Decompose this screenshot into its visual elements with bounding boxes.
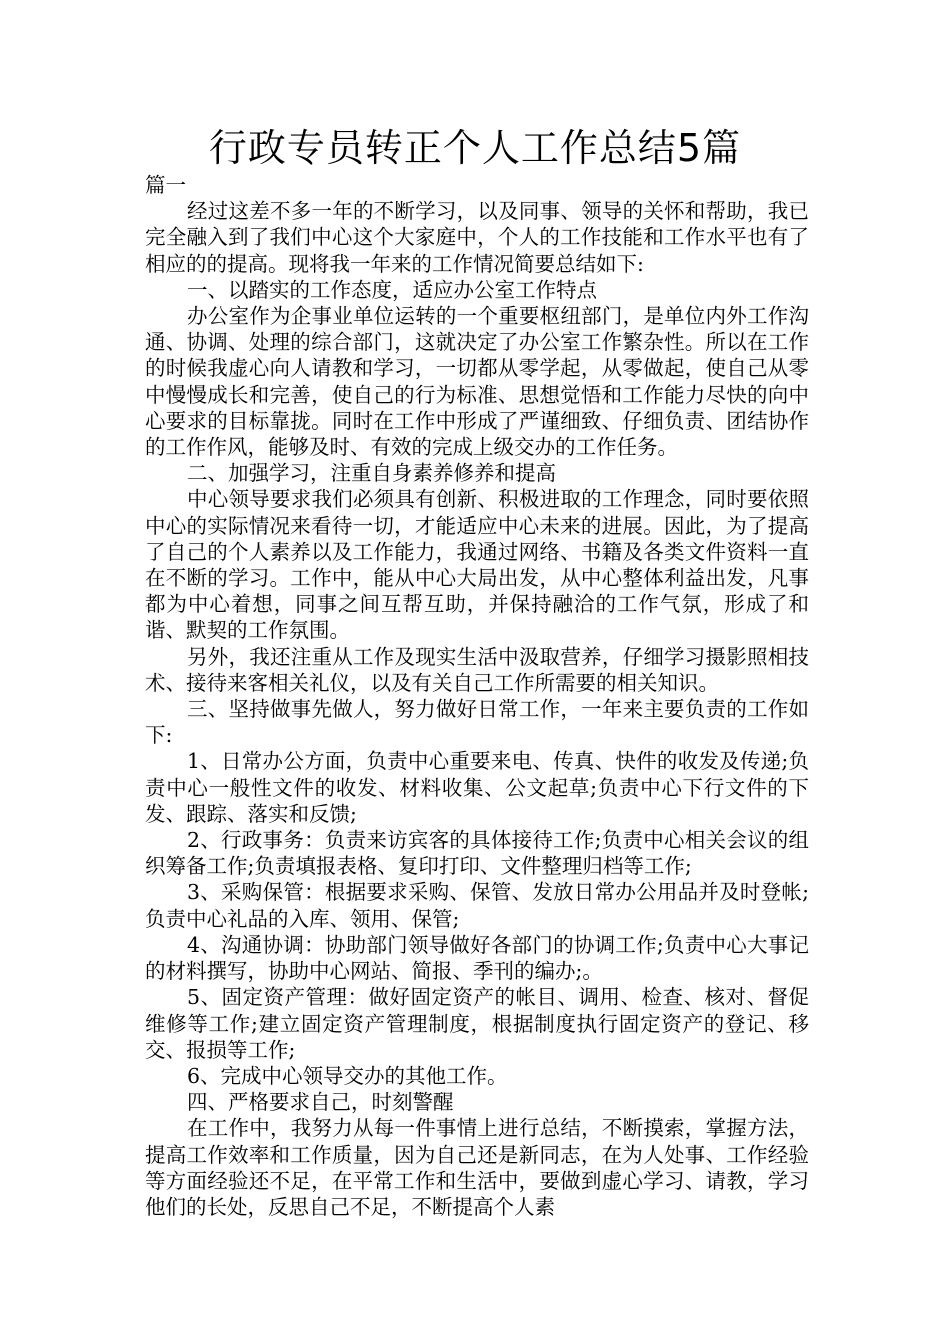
list-item-3: 3、采购保管：根据要求采购、保管、发放日常办公用品并及时登帐;负责中心礼品的入库、领用、保管;: [145, 880, 809, 931]
heading-section-1: 一、以踏实的工作态度，适应办公室工作特点: [187, 277, 598, 302]
document-body: [145, 172, 809, 1220]
paragraph-section-4: 在工作中，我努力从每一件事情上进行总结，不断摸索，掌握方法，提高工作效率和工作质量，因为自己还是新同志，在为人处事、工作经验等方面经验还不足，在平常工作和生活中，要做到虚心学习、请教，学习他们的长处，反思自己不足，不断提高个人素: [145, 1116, 809, 1219]
list-item-2: 2、行政事务：负责来访宾客的具体接待工作;负责中心相关会议的组织筹备工作;负责填报表格、复印打印、文件整理归档等工作;: [145, 828, 809, 879]
list-item-6: 6、完成中心领导交办的其他工作。: [187, 1063, 508, 1088]
paragraph-section-2: 中心领导要求我们必须具有创新、积极进取的工作理念，同时要依照中心的实际情况来看待一切，才能适应中心未来的进展。因此，为了提高了自己的个人素养以及工作能力，我通过网络、书籍及各类文件资料一直在不断的学习。工作中，能从中心大局出发，从中心整体利益出发，凡事都为中心着想，同事之间互帮互助，并保持融洽的工作气氛，形成了和谐、默契的工作氛围。: [145, 487, 809, 643]
list-item-5: 5、固定资产管理：做好固定资产的帐目、调用、检查、核对、督促维修等工作;建立固定资产管理制度，根据制度执行固定资产的登记、移交、报损等工作;: [145, 985, 809, 1062]
heading-section-3: 三、坚持做事先做人，努力做好日常工作，一年来主要负责的工作如下:: [145, 697, 809, 748]
paragraph-intro: 经过这差不多一年的不断学习，以及同事、领导的关怀和帮助，我已完全融入到了我们中心这个大家庭中，个人的工作技能和工作水平也有了相应的的提高。现将我一年来的工作情况简要总结如下:: [145, 199, 809, 276]
paragraph-section-1: 办公室作为企事业单位运转的一个重要枢纽部门，是单位内外工作沟通、协调、处理的综合部门，这就决定了办公室工作繁杂性。所以在工作的时候我虚心向人请教和学习，一切都从零学起，从零做起，使自己从零中慢慢成长和完善，使自己的行为标准、思想觉悟和工作能力尽快的向中心要求的目标靠拢。同时在工作中形成了严谨细致、仔细负责、团结协作的工作作风，能够及时、有效的完成上级交办的工作任务。: [145, 304, 809, 460]
heading-section-2: 二、加强学习，注重自身素养修养和提高: [187, 461, 557, 486]
heading-section-4: 四、严格要求自己，时刻警醒: [187, 1090, 454, 1115]
list-item-1: 1、日常办公方面，负责中心重要来电、传真、快件的收发及传递;负责中心一般性文件的收发、材料收集、公文起草;负责中心下行文件的下发、跟踪、落实和反馈;: [145, 749, 809, 826]
document-title: 行政专员转正个人工作总结5篇: [208, 126, 742, 170]
paragraph-section-2-extra: 另外，我还注重从工作及现实生活中汲取营养，仔细学习摄影照相技术、接待来客相关礼仪，以及有关自己工作所需要的相关知识。: [145, 644, 809, 695]
section-label: 篇一: [145, 173, 186, 197]
list-item-4: 4、沟通协调：协助部门领导做好各部门的协调工作;负责中心大事记的材料撰写，协助中心网站、简报、季刊的编办;。: [145, 932, 809, 984]
